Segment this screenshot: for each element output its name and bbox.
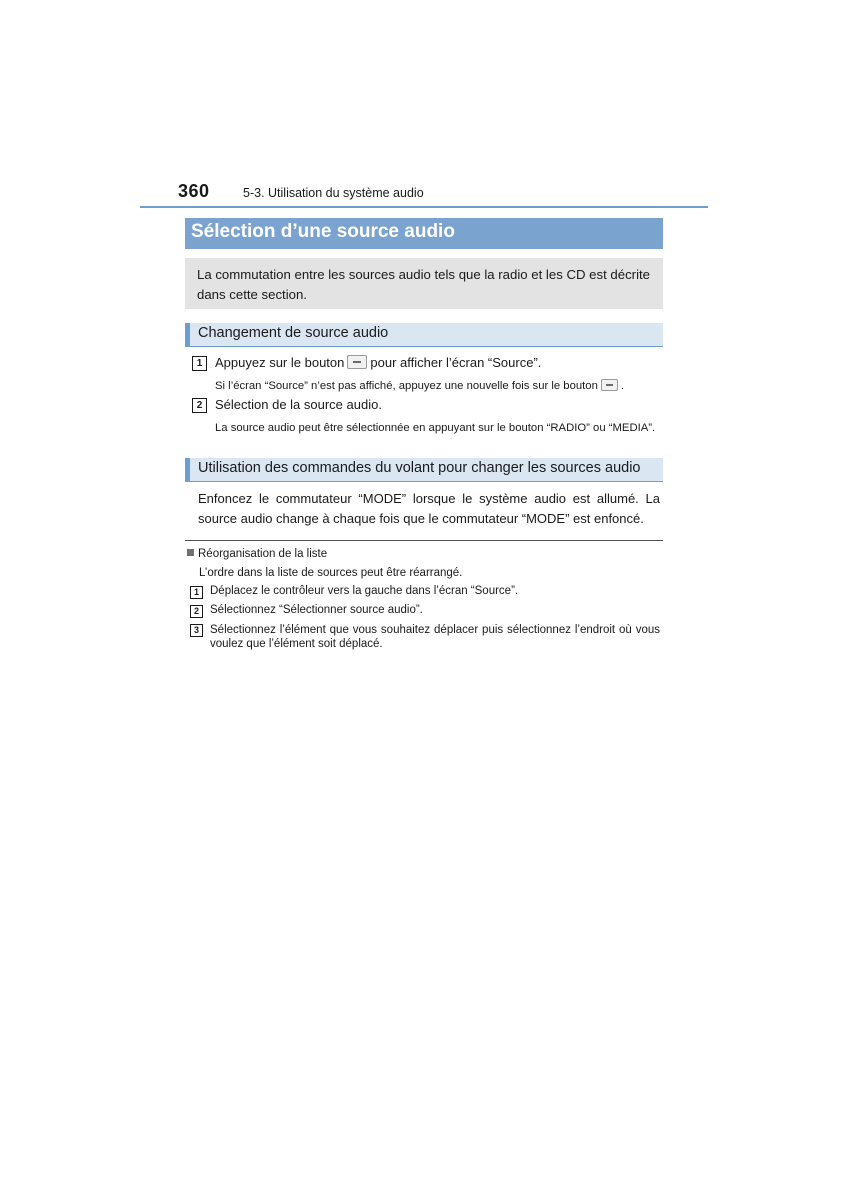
header-rule bbox=[140, 206, 708, 208]
divider bbox=[185, 540, 663, 541]
page-number: 360 bbox=[178, 181, 210, 201]
reorg-step-number-2: 2 bbox=[190, 605, 203, 618]
intro-box: La commutation entre les sources audio tels que la radio et les CD est décrite dans cette section. bbox=[185, 258, 663, 309]
step-1-text bbox=[215, 355, 541, 370]
menu-button-icon bbox=[601, 379, 618, 391]
reorg-intro: L’ordre dans la liste de sources peut être réarrangé. bbox=[199, 567, 463, 579]
subheading-steering: Utilisation des commandes du volant pour changer les sources audio bbox=[185, 458, 663, 482]
menu-button-icon bbox=[347, 355, 367, 369]
step-number-2: 2 bbox=[192, 398, 207, 413]
step-1-text-after: pour afficher l’écran “Source”. bbox=[370, 355, 542, 370]
subheading-change-source: Changement de source audio bbox=[185, 323, 663, 347]
running-title: 5-3. Utilisation du système audio bbox=[243, 186, 424, 200]
step-1-text-before: Appuyez sur le bouton bbox=[215, 355, 345, 370]
section-title: Sélection d’une source audio bbox=[185, 218, 663, 249]
step-1-note bbox=[215, 379, 624, 392]
reorg-step-1-text: Déplacez le contrôleur vers la gauche dans l’écran “Source”. bbox=[210, 585, 519, 597]
step-2-text: Sélection de la source audio. bbox=[215, 397, 382, 412]
reorg-title-label: Réorganisation de la liste bbox=[198, 548, 328, 560]
step-number-1: 1 bbox=[192, 356, 207, 371]
reorg-step-number-3: 3 bbox=[190, 624, 203, 637]
steering-body: Enfoncez le commutateur “MODE” lorsque le système audio est allumé. La source audio change à chaque fois que le commutateur “MODE” est enfoncé. bbox=[198, 491, 660, 526]
step-2-note: La source audio peut être sélectionnée en appuyant sur le bouton “RADIO” ou “MEDIA”. bbox=[215, 422, 656, 434]
reorg-title bbox=[187, 548, 327, 560]
step-1-note-before: Si l’écran “Source” n’est pas affiché, appuyez une nouvelle fois sur le bouton bbox=[215, 380, 598, 392]
reorg-step-3-text: Sélectionnez l’élément que vous souhaitez déplacer puis sélectionnez l’endroit où vous voulez que l’élément soit déplacé. bbox=[210, 624, 660, 650]
reorg-step-number-1: 1 bbox=[190, 586, 203, 599]
square-bullet-icon bbox=[187, 549, 194, 556]
step-1-note-after: . bbox=[620, 380, 624, 392]
reorg-step-2-text: Sélectionnez “Sélectionner source audio”. bbox=[210, 604, 423, 616]
